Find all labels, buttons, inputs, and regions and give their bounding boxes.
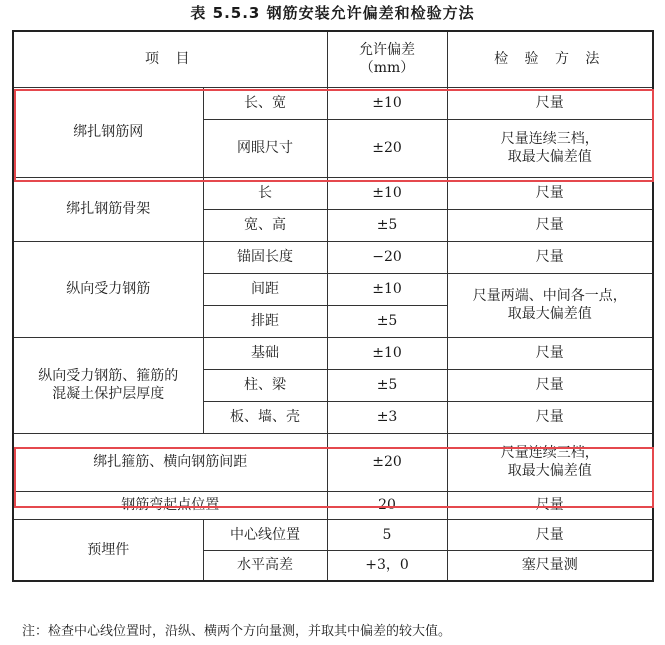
cage-width-height-tol: ±5 — [327, 209, 447, 241]
bend-method: 尺量 — [447, 491, 653, 519]
cover-column-beam-method: 尺量 — [447, 369, 653, 401]
embedded-centerline-method: 尺量 — [447, 519, 653, 550]
cover-slab-tol: ±3 — [327, 401, 447, 433]
main-bar-shared-method: 尺量两端、中间各一点， 取最大偏差值 — [447, 273, 653, 337]
main-bar-anchor-name: 锚固长度 — [203, 241, 327, 273]
cage-length-tol: ±10 — [327, 177, 447, 209]
header-item: 项 目 — [13, 31, 327, 87]
cover-column-beam-tol: ±5 — [327, 369, 447, 401]
cover-slab-name: 板、墙、壳 — [203, 401, 327, 433]
table-row — [13, 491, 653, 519]
mesh-label: 绑扎钢筋网 — [13, 87, 203, 177]
stirrup-label: 绑扎箍筋、横向钢筋间距 — [13, 433, 327, 491]
stirrup-method: 尺量连续三档， 取最大偏差值 — [447, 433, 653, 491]
mesh-length-width-method: 尺量 — [447, 87, 653, 119]
bend-tol: 20 — [327, 491, 447, 519]
cover-foundation-tol: ±10 — [327, 337, 447, 369]
bend-label: 钢筋弯起点位置 — [13, 491, 327, 519]
footnote: 注：检查中心线位置时，沿纵、横两个方向量测，并取其中偏差的较大值。 — [22, 624, 452, 639]
header-row — [13, 31, 653, 87]
embedded-elevation-method: 塞尺量测 — [447, 550, 653, 581]
main-bar-anchor-method: 尺量 — [447, 241, 653, 273]
cage-length-method: 尺量 — [447, 177, 653, 209]
mesh-size-name: 网眼尺寸 — [203, 119, 327, 177]
embedded-centerline-tol: 5 — [327, 519, 447, 550]
mesh-size-tol: ±20 — [327, 119, 447, 177]
main-bar-row-spacing-tol: ±5 — [327, 305, 447, 337]
embedded-elevation-name: 水平高差 — [203, 550, 327, 581]
table-row — [13, 433, 653, 491]
header-method: 检 验 方 法 — [447, 31, 653, 87]
main-bar-anchor-tol: −20 — [327, 241, 447, 273]
table-row — [13, 177, 653, 209]
cover-column-beam-name: 柱、梁 — [203, 369, 327, 401]
table-row — [13, 87, 653, 119]
cover-label: 纵向受力钢筋、箍筋的 混凝土保护层厚度 — [13, 337, 203, 433]
cage-width-height-method: 尺量 — [447, 209, 653, 241]
stirrup-tol: ±20 — [327, 433, 447, 491]
mesh-length-width-tol: ±10 — [327, 87, 447, 119]
main-bar-spacing-name: 间距 — [203, 273, 327, 305]
cover-slab-method: 尺量 — [447, 401, 653, 433]
main-bar-row-spacing-name: 排距 — [203, 305, 327, 337]
mesh-size-method: 尺量连续三档， 取最大偏差值 — [447, 119, 653, 177]
cover-foundation-method: 尺量 — [447, 337, 653, 369]
cage-width-height-name: 宽、高 — [203, 209, 327, 241]
header-tolerance: 允许偏差 （mm） — [327, 31, 447, 87]
table-title: 表 5.5.3 钢筋安装允许偏差和检验方法 — [190, 4, 475, 22]
main-bar-spacing-tol: ±10 — [327, 273, 447, 305]
cover-foundation-name: 基础 — [203, 337, 327, 369]
tolerance-table — [12, 30, 654, 582]
cage-label: 绑扎钢筋骨架 — [13, 177, 203, 241]
table-row — [13, 241, 653, 273]
table-row — [13, 337, 653, 369]
table-row — [13, 519, 653, 550]
main-bar-label: 纵向受力钢筋 — [13, 241, 203, 337]
embedded-elevation-tol: +3，0 — [327, 550, 447, 581]
embedded-label: 预埋件 — [13, 519, 203, 581]
mesh-length-width-name: 长、宽 — [203, 87, 327, 119]
embedded-centerline-name: 中心线位置 — [203, 519, 327, 550]
cage-length-name: 长 — [203, 177, 327, 209]
